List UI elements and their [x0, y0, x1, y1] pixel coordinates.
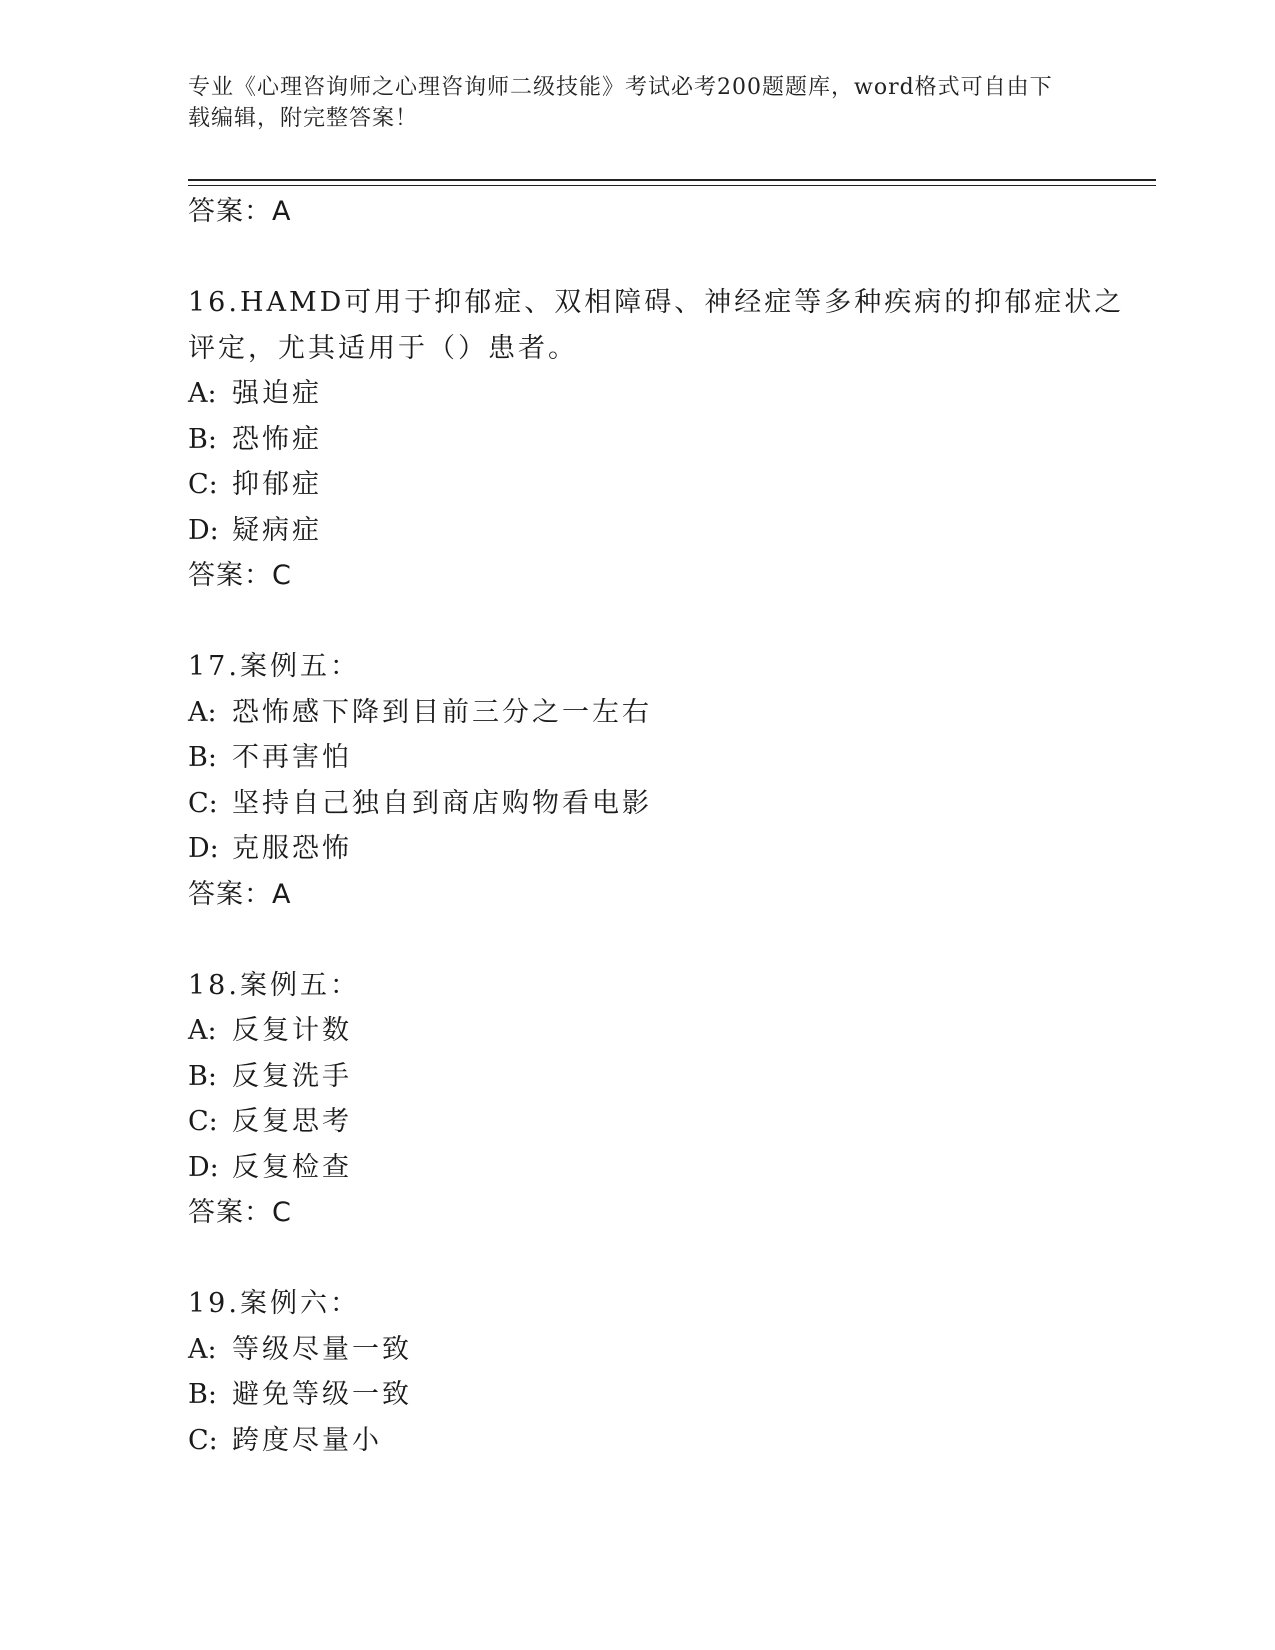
question-item [188, 280, 1148, 599]
question-item [188, 1281, 1148, 1463]
option-c: C: 抑郁症 [188, 469, 322, 500]
question-item [188, 644, 1148, 917]
answer-line: 答案：A [188, 878, 292, 910]
question-stem: 19.案例六： [188, 1288, 360, 1319]
option-b: B: 反复洗手 [188, 1060, 352, 1092]
answer-line: 答案：A [188, 196, 292, 227]
question-stem: 17.案例五： [188, 651, 360, 682]
option-c: C: 反复思考 [188, 1106, 352, 1137]
option-b: B: 不再害怕 [188, 742, 352, 773]
option-d: D: 疑病症 [188, 514, 322, 546]
header-divider-thick [188, 179, 1156, 181]
option-c: C: 坚持自己独自到商店购物看电影 [188, 787, 652, 819]
header-divider-thin [188, 185, 1156, 186]
question-list [188, 189, 1148, 1463]
option-b: B: 恐怖症 [188, 423, 322, 455]
option-d: D: 反复检查 [188, 1151, 352, 1183]
answer-line: 答案：C [188, 560, 292, 591]
option-a: A: 强迫症 [188, 378, 322, 409]
option-a: A: 等级尽量一致 [188, 1333, 412, 1365]
option-c: C: 跨度尽量小 [188, 1424, 382, 1456]
question-item [188, 963, 1148, 1236]
question-stem: 18.案例五： [188, 969, 360, 1001]
option-a: A: 恐怖感下降到目前三分之一左右 [188, 696, 652, 728]
option-a: A: 反复计数 [188, 1015, 352, 1046]
option-b: B: 避免等级一致 [188, 1379, 412, 1410]
answer-line: 答案：C [188, 1197, 292, 1228]
option-d: D: 克服恐怖 [188, 833, 352, 864]
question-stem: 16.HAMD可用于抑郁症、双相障碍、神经症等多种疾病的抑郁症状之评定，尤其适用于（）患者。 [188, 287, 1125, 364]
document-header: 专业《心理咨询师之心理咨询师二级技能》考试必考200题题库，word格式可自由下载编辑，附完整答案！ [188, 75, 1053, 131]
